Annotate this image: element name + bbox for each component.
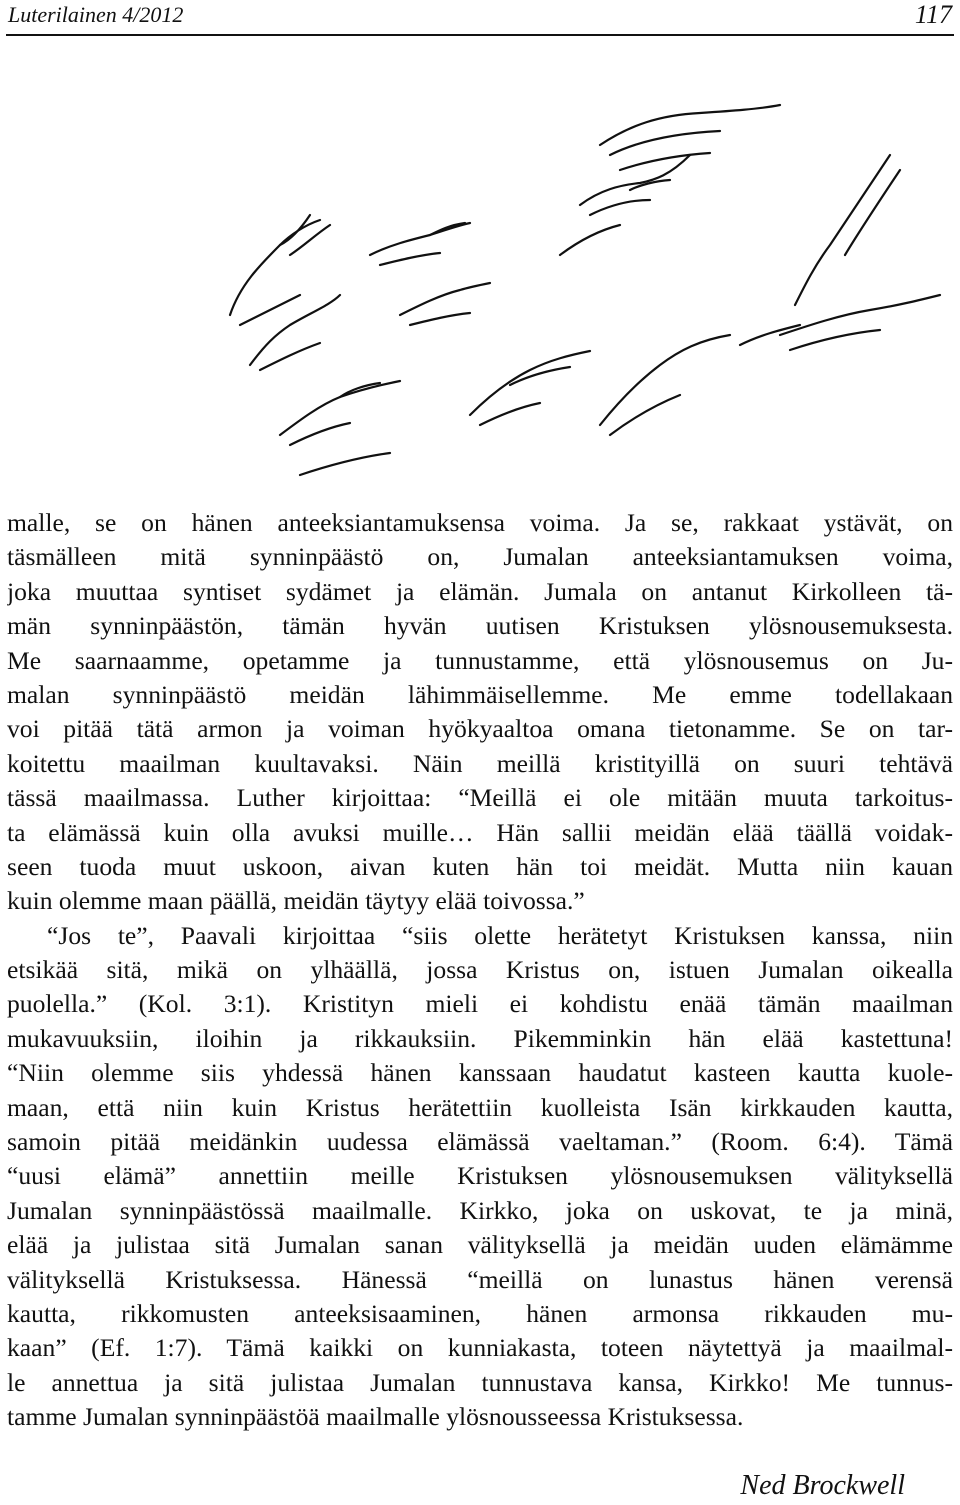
text-line: elää ja julistaa sitä Jumalan sanan välityksellä ja meidän uuden elämämme xyxy=(7,1230,953,1260)
author-signature: Ned Brockwell xyxy=(740,1470,905,1501)
text-line: voi pitää tätä armon ja voiman hyökyaaltoa omana tietonamme. Se on tar- xyxy=(7,714,953,744)
text-line: Jumalan synninpäästössä maailmalle. Kirkko, joka on uskovat, te ja minä, xyxy=(7,1195,953,1225)
text-line: kautta, rikkomusten anteeksisaaminen, hänen armonsa rikkauden mu- xyxy=(7,1298,953,1328)
text-line: samoin pitää meidänkin uudessa elämässä vaeltaman.” (Room. 6:4). Tämä xyxy=(7,1127,953,1157)
text-line: ta elämässä kuin olla avuksi muille… Hän sallii meidän elää täällä voidak- xyxy=(7,817,953,847)
text-line: tässä maailmassa. Luther kirjoittaa: “Meillä ei ole mitään muuta tarkoitus- xyxy=(7,783,953,813)
text-line: Me saarnaamme, opetamme ja tunnustamme, että ylösnousemus on Ju- xyxy=(7,645,953,675)
hands-illustration xyxy=(180,85,960,485)
hand-drawing xyxy=(370,223,490,325)
hand-drawing xyxy=(560,155,690,255)
text-line: män synninpäästön, tämän hyvän uutisen Kristuksen ylösnousemuksesta. xyxy=(7,611,953,641)
publication-title: Luterilainen 4/2012 xyxy=(8,2,184,27)
text-line: “Jos te”, Paavali kirjoittaa “siis olette herätetyt Kristuksen kanssa, niin xyxy=(47,920,953,950)
text-line: tamme Jumalan synninpäästöä maailmalle ylösnousseessa Kristuksessa. xyxy=(7,1402,744,1432)
hand-drawing xyxy=(600,325,800,435)
hand-drawing xyxy=(470,351,590,425)
text-line: “uusi elämä” annettiin meille Kristuksen ylösnousemuksen välityksellä xyxy=(7,1161,953,1191)
hand-drawing xyxy=(780,155,940,350)
header-divider xyxy=(6,34,954,36)
text-line: malan synninpäästö meidän lähimmäisellemme. Me emme todellakaan xyxy=(7,679,953,709)
text-line: seen tuoda muut uskoon, aivan kuten hän toi meidät. Mutta niin kauan xyxy=(7,851,953,881)
text-line: koitettu maailman kuultavaksi. Näin meillä kristityillä on suuri tehtävä xyxy=(7,748,953,778)
article-body xyxy=(7,506,953,1435)
text-line: le annettua ja sitä julistaa Jumalan tunnustava kansa, Kirkko! Me tunnus- xyxy=(7,1367,953,1397)
text-line: joka muuttaa syntiset sydämet ja elämän. Jumala on antanut Kirkolleen tä- xyxy=(7,576,953,606)
text-line: malle, se on hänen anteeksiantamuksensa voima. Ja se, rakkaat ystävät, on xyxy=(7,508,953,537)
text-line: kaan” (Ef. 1:7). Tämä kaikki on kunniakasta, toteen näytettyä ja maailmal- xyxy=(7,1333,953,1363)
page-number: 117 xyxy=(914,0,952,29)
text-line: puolella.” (Kol. 3:1). Kristityn mieli ei kohdistu enää tämän maailman xyxy=(7,989,953,1019)
text-line: mukavuuksiin, iloihin ja rikkauksiin. Pikemminkin hän elää kastettuna! xyxy=(7,1023,953,1053)
text-line: “Niin olemme siis yhdessä hänen kanssaan haudatut kasteen kautta kuole- xyxy=(7,1058,953,1088)
text-line: maan, että niin kuin Kristus herätettiin kuolleista Isän kirkkauden kautta, xyxy=(7,1092,953,1122)
hand-drawing xyxy=(280,381,400,475)
text-line: välityksellä Kristuksessa. Hänessä “meillä on lunastus hänen verensä xyxy=(7,1264,953,1294)
text-line: täsmälleen mitä synninpäästö on, Jumalan anteeksiantamuksen voima, xyxy=(7,542,953,572)
text-line: kuin olemme maan päällä, meidän täytyy elää toivossa.” xyxy=(7,886,585,916)
text-line: etsikää sitä, mikä on ylhäällä, jossa Kristus on, istuen Jumalan oikealla xyxy=(7,955,953,985)
hand-drawing xyxy=(600,105,780,170)
hand-drawing xyxy=(230,215,340,370)
